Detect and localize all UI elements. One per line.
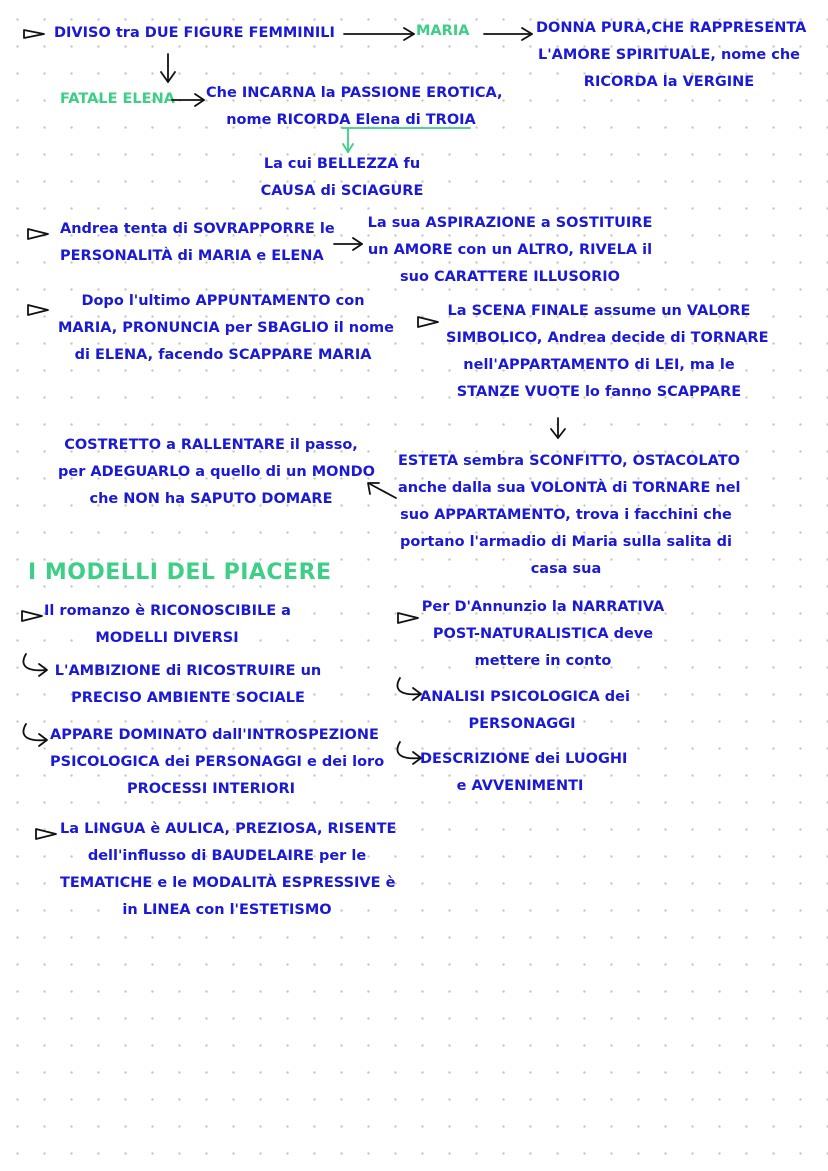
appare-block	[50, 722, 385, 803]
text-line: POST-NATURALISTICA deve	[432, 626, 654, 642]
text-line: TEMATICHE e le MODALITÀ ESPRESSIVE è	[60, 875, 396, 891]
text-line: Il romanzo è RICONOSCIBILE a	[44, 603, 291, 619]
bullet-arrow-icon	[26, 226, 54, 242]
text-line: suo CARATTERE ILLUSORIO	[399, 269, 620, 285]
text-line: nome RICORDA Elena di TROIA	[226, 112, 476, 128]
text-line: La cui BELLEZZA fu	[263, 156, 421, 172]
esteta-block	[398, 448, 741, 583]
text-line: portano l'armadio di Maria sulla salita di	[400, 534, 732, 550]
text-line: MARIA, PRONUNCIA per SBAGLIO il nome	[58, 320, 394, 336]
andrea-tenta-block	[60, 216, 335, 270]
text-line: PROCESSI INTERIORI	[126, 781, 296, 797]
lingua-block	[60, 816, 397, 924]
text-line: Andrea tenta di SOVRAPPORRE le	[60, 221, 335, 237]
text-line: ESTETA sembra SCONFITTO, OSTACOLATO	[398, 453, 740, 469]
text-line: nell'APPARTAMENTO di LEI, ma le	[463, 357, 735, 373]
text-line: e AVVENIMENTI	[456, 778, 584, 794]
aspirazione-block	[364, 210, 656, 291]
fatale-elena-label: FATALE ELENA	[60, 91, 175, 107]
dopo-block	[58, 288, 394, 369]
text-line: PRECISO AMBIENTE SOCIALE	[71, 690, 305, 706]
text-line: L'AMBIZIONE di RICOSTRUIRE un	[54, 663, 322, 679]
scena-finale-block	[446, 298, 769, 406]
text-line: PERSONALITÀ di MARIA e ELENA	[60, 248, 324, 264]
text-line: che NON ha SAPUTO DOMARE	[89, 491, 333, 507]
text-line: PSICOLOGICA dei PERSONAGGI e dei loro	[50, 754, 385, 770]
text-line: anche dalla sua VOLONTÀ di TORNARE nel	[398, 480, 741, 496]
text-line: in LINEA con l'ESTETISMO	[122, 902, 332, 918]
ambizione-block	[50, 658, 326, 712]
descrizione-block	[420, 746, 628, 800]
donna-pura-block	[536, 15, 807, 96]
arrow-right-icon	[170, 90, 210, 110]
text-line: La LINGUA è AULICA, PREZIOSA, RISENTE	[60, 821, 397, 837]
costretto-block	[58, 432, 375, 513]
text-line: La SCENA FINALE assume un VALORE	[447, 303, 751, 319]
text-line: PERSONAGGI	[468, 716, 576, 732]
arrow-down-icon	[548, 416, 568, 442]
bullet-arrow-icon	[26, 302, 54, 318]
bullet-arrow-icon	[22, 26, 50, 42]
text-line: RICORDA la VERGINE	[583, 74, 755, 90]
text-line: SIMBOLICO, Andrea decide di TORNARE	[446, 330, 769, 346]
arrow-right-icon	[332, 234, 368, 254]
arrow-right-icon	[342, 24, 420, 44]
text-line: DONNA PURA,CHE RAPPRESENTA	[536, 20, 807, 36]
text-line: La sua ASPIRAZIONE a SOSTITUIRE	[367, 215, 653, 231]
arrow-down-icon	[158, 52, 178, 86]
text-line: casa sua	[530, 561, 602, 577]
analisi-block	[420, 684, 630, 738]
curved-arrow-icon	[18, 722, 52, 750]
text-line: MODELLI DIVERSI	[95, 630, 239, 646]
text-line: APPARE DOMINATO dall'INTROSPEZIONE	[50, 727, 379, 743]
text-line: un AMORE con un ALTRO, RIVELA il	[367, 242, 653, 258]
text-line: per ADEGUARLO a quello di un MONDO	[58, 464, 375, 480]
maria-label: MARIA	[416, 23, 470, 39]
bullet-arrow-icon	[416, 314, 444, 330]
arrow-right-icon	[482, 24, 538, 44]
text-line: dell'influsso di BAUDELAIRE per le	[87, 848, 367, 864]
text-line: CAUSA di SCIAGURE	[260, 183, 424, 199]
curved-arrow-icon	[18, 652, 52, 680]
text-line: COSTRETTO a RALLENTARE il passo,	[64, 437, 358, 453]
text-line: Che INCARNA la PASSIONE EROTICA,	[206, 85, 503, 101]
text-line: ANALISI PSICOLOGICA dei	[420, 689, 630, 705]
dannunzio-block	[420, 594, 666, 675]
text-line: di ELENA, facendo SCAPPARE MARIA	[74, 347, 372, 363]
text-line: Dopo l'ultimo APPUNTAMENTO con	[81, 293, 365, 309]
text-line: L'AMORE SPIRITUALE, nome che	[538, 47, 800, 63]
text-line: DESCRIZIONE dei LUOGHI	[420, 751, 628, 767]
section-title: I MODELLI DEL PIACERE	[28, 560, 332, 585]
text-line: mettere in conto	[474, 653, 612, 669]
diviso-text: DIVISO tra DUE FIGURE FEMMINILI	[54, 25, 335, 41]
text-line: suo APPARTAMENTO, trova i facchini che	[400, 507, 732, 523]
bellezza-block	[238, 151, 446, 205]
romanzo-block	[44, 598, 290, 652]
bullet-arrow-icon	[34, 826, 62, 842]
text-line: Per D'Annunzio la NARRATIVA	[421, 599, 665, 615]
arrow-left-icon	[364, 478, 400, 504]
text-line: STANZE VUOTE lo fanno SCAPPARE	[456, 384, 742, 400]
